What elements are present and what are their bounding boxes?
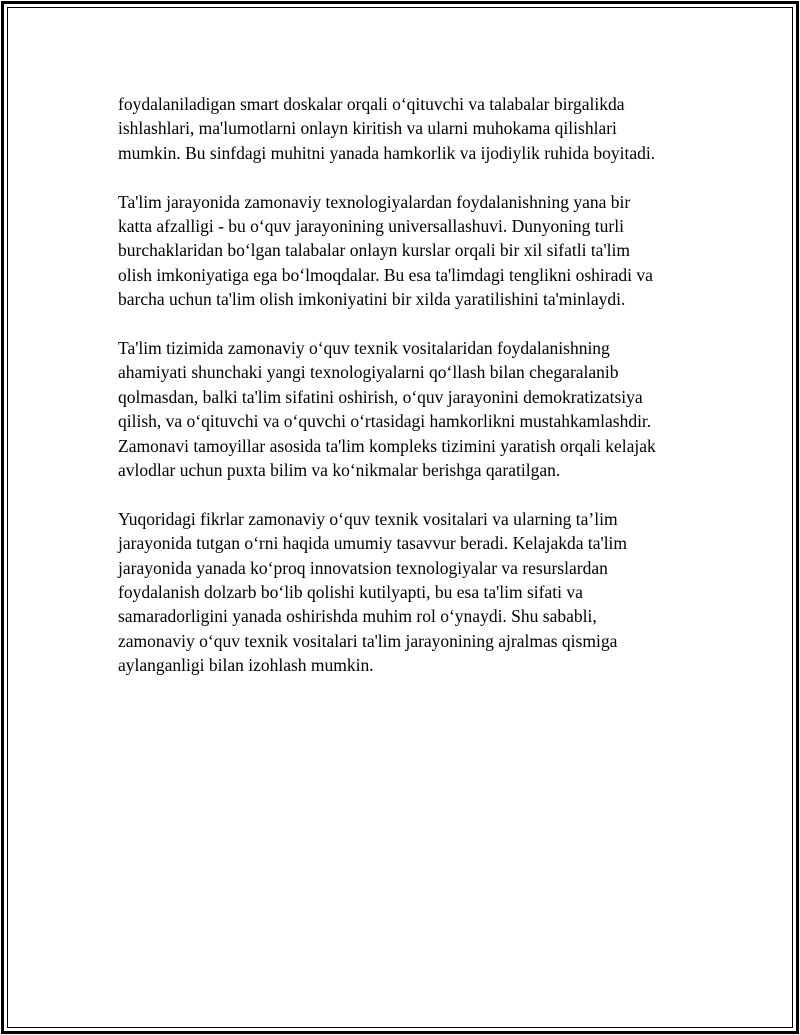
paragraph-3 xyxy=(118,336,698,482)
text-line: jarayonida yanada ko‘proq innovatsion texnologiyalar va resurslardan xyxy=(118,557,608,578)
text-line: foydalaniladigan smart doskalar orqali o‘qituvchi va talabalar birgalikda xyxy=(118,94,625,114)
text-line: avlodlar uchun puxta bilim va ko‘nikmalar berishga qaratilgan. xyxy=(118,460,561,481)
text-line: jarayonida tutgan o‘rni haqida umumiy tasavvur beradi. Kelajakda ta'lim xyxy=(118,533,628,554)
text-line: zamonaviy o‘quv texnik vositalari ta'lim jarayonining ajralmas qismiga xyxy=(118,630,618,651)
text-line: Yuqoridagi fikrlar zamonaviy o‘quv texnik vositalari va ularning ta’lim xyxy=(118,508,618,529)
text-line: Ta'lim jarayonida zamonaviy texnologiyalardan foydalanishning yana bir xyxy=(118,191,631,212)
paragraph-2 xyxy=(118,190,698,312)
text-line: mumkin. Bu sinfdagi muhitni yanada hamkorlik va ijodiylik ruhida boyitadi. xyxy=(118,142,656,163)
paragraph-4 xyxy=(118,507,698,678)
text-line: Ta'lim tizimida zamonaviy o‘quv texnik vositalaridan foydalanishning xyxy=(118,338,610,359)
text-line: samaradorligini yanada oshirishda muhim rol o‘ynaydi. Shu sababli, xyxy=(118,606,597,627)
text-line: barcha uchun ta'lim olish imkoniyatini bir xilda yaratilishini ta'minlaydi. xyxy=(118,289,626,310)
text-line: foydalanish dolzarb bo‘lib qolishi kutilyapti, bu esa ta'lim sifati va xyxy=(118,582,583,603)
document-body xyxy=(118,92,698,702)
text-line: ahamiyati shunchaki yangi texnologiyalarni qo‘llash bilan chegaralanib xyxy=(118,362,619,383)
text-line: ishlashlari, ma'lumotlarni onlayn kiritish va ularni muhokama qilishlari xyxy=(118,118,617,139)
paragraph-1 xyxy=(118,92,698,165)
text-line: katta afzalligi - bu o‘quv jarayonining universallashuvi. Dunyoning turli xyxy=(118,216,624,237)
text-line: burchaklaridan bo‘lgan talabalar onlayn kurslar orqali bir xil sifatli ta'lim xyxy=(118,240,630,261)
text-line: Zamonavi tamoyillar asosida ta'lim kompleks tizimini yaratish orqali kelajak xyxy=(118,435,656,456)
text-line: qolmasdan, balki ta'lim sifatini oshirish, o‘quv jarayonini demokratizatsiya xyxy=(118,386,643,407)
text-line: aylanganligi bilan izohlash mumkin. xyxy=(118,655,374,676)
text-line: olish imkoniyatiga ega bo‘lmoqdalar. Bu esa ta'limdagi tenglikni oshiradi va xyxy=(118,264,653,285)
text-line: qilish, va o‘qituvchi va o‘quvchi o‘rtasidagi hamkorlikni mustahkamlashdir. xyxy=(118,411,652,432)
